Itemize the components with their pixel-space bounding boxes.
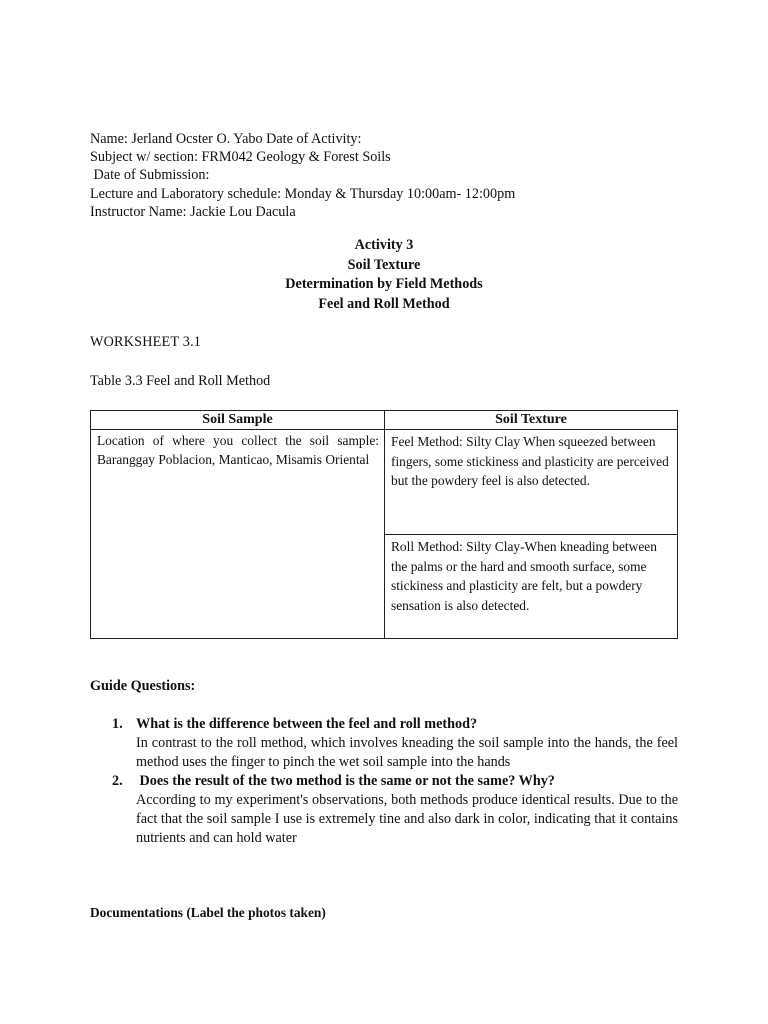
question-number: 2. [112, 773, 123, 789]
question-item [90, 772, 678, 848]
documentation-heading: Documentations (Label the photos taken) [90, 905, 326, 920]
activity-number: Activity 3 [354, 237, 414, 253]
guide-questions-title: Guide Questions: [90, 678, 196, 694]
soil-sample-cell: Location of where you collect the soil sample: Baranggay Poblacion, Manticao, Misamis Oriental [97, 433, 379, 467]
student-info [90, 130, 515, 221]
question-number: 1. [112, 716, 123, 732]
answer-text: According to my experiment's observations, both methods produce identical results. Due to the fact that the soil sample I use is extremely tine and also dark in color, indicating that it contains nutrients and can hold water [136, 792, 678, 846]
header-soil-sample: Soil Sample [202, 412, 273, 427]
activity-subtitle: Determination by Field Methods [285, 276, 483, 292]
guide-questions-list [90, 715, 678, 848]
soil-texture-table [90, 410, 678, 639]
roll-method-cell: Roll Method: Silty Clay-When kneading between the palms or the hard and smooth surface, some stickiness and plasticity are felt, but a powdery sensation is also detected. [391, 539, 657, 613]
activity-topic: Soil Texture [347, 256, 421, 273]
question-text: Does the result of the two method is the same or not the same? Why? [136, 773, 555, 789]
schedule-line: Lecture and Laboratory schedule: Monday & Thursday 10:00am- 12:00pm [90, 185, 516, 202]
question-item [90, 715, 678, 772]
activity-title [0, 236, 768, 314]
table-caption: Table 3.3 Feel and Roll Method [90, 373, 271, 389]
question-text: What is the difference between the feel and roll method? [136, 716, 478, 732]
header-soil-texture: Soil Texture [495, 412, 567, 427]
column-divider [384, 411, 385, 638]
subject-line: Subject w/ section: FRM042 Geology & Forest Soils [90, 149, 391, 166]
row-divider [385, 534, 677, 535]
answer-text: In contrast to the roll method, which involves kneading the soil sample into the hands, the feel method uses the finger to pinch the wet soil sample into the hands [136, 735, 678, 770]
student-name-line: Name: Jerland Ocster O. Yabo Date of Activity: [90, 131, 362, 147]
activity-method: Feel and Roll Method [318, 295, 450, 312]
instructor-line: Instructor Name: Jackie Lou Dacula [90, 203, 296, 220]
submission-date-line: Date of Submission: [90, 167, 210, 184]
feel-method-cell: Feel Method: Silty Clay When squeezed between fingers, some stickiness and plasticity are perceived but the powdery feel is also detected. [391, 434, 669, 488]
worksheet-label: WORKSHEET 3.1 [90, 334, 202, 350]
